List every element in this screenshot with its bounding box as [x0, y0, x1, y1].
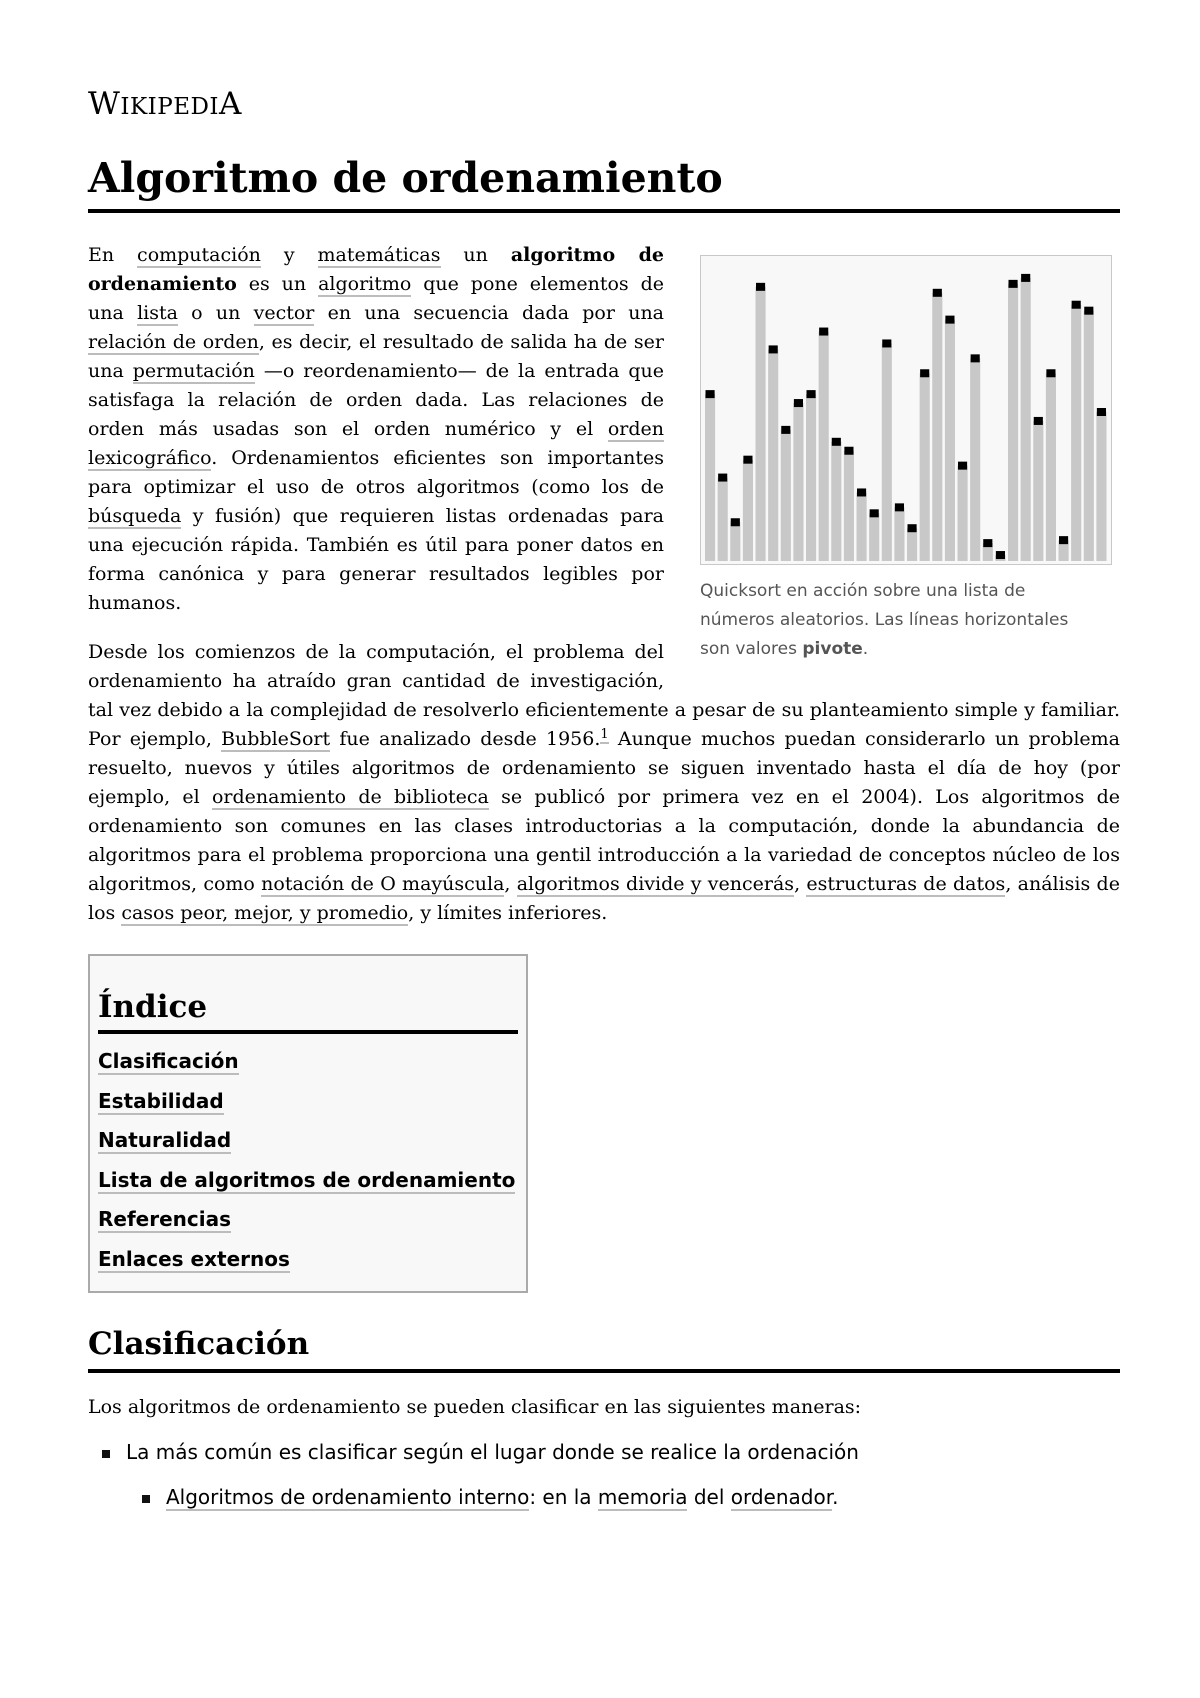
marker-26: [1034, 417, 1043, 425]
quicksort-chart: [704, 259, 1108, 561]
bar-8: [806, 394, 816, 561]
marker-30: [1084, 307, 1093, 315]
marker-15: [895, 503, 904, 511]
bar-21: [970, 358, 980, 561]
toc-item-estabilidad[interactable]: Estabilidad: [98, 1088, 224, 1113]
marker-2: [731, 518, 740, 526]
bar-2: [730, 522, 740, 561]
link-bubblesort[interactable]: BubbleSort: [221, 728, 331, 750]
bar-18: [932, 293, 942, 561]
link-estructuras-de-datos[interactable]: estructuras de datos: [806, 873, 1006, 895]
marker-28: [1059, 536, 1068, 544]
bar-12: [857, 492, 867, 561]
bar-30: [1084, 311, 1094, 561]
marker-14: [882, 339, 891, 347]
toc-item-naturalidad[interactable]: Naturalidad: [98, 1128, 232, 1152]
bar-14: [882, 343, 892, 561]
link-memoria[interactable]: memoria: [597, 1485, 688, 1509]
marker-31: [1097, 408, 1106, 416]
marker-4: [756, 283, 765, 291]
marker-20: [958, 462, 967, 470]
marker-17: [920, 369, 929, 377]
bar-24: [1008, 284, 1018, 561]
link-ordenamiento-interno[interactable]: Algoritmos de ordenamiento interno: [166, 1485, 530, 1509]
history-paragraph: Desde los comienzos de la computación, el problema del ordenamiento ha atraído gran cantidad de investigación, tal vez debido a la complejidad de resolverlo eficientemente a pesar de su planteamiento simple y familiar. Por ejemplo, BubbleSort fue analizado desde 1956.$^1$ Aunque muchos puedan considerarlo un problema resuelto, nuevos y útiles algoritmos de ordenamiento se siguen inventado hasta el día de hoy (por ejemplo, el ordenamiento de biblioteca se publicó por primera vez en el 2004). Los algoritmos de ordenamiento son comunes en las clases introductorias a la computación, donde la abundancia de algoritmos para el problema proporciona una gentil introducción a la variedad de conceptos núcleo de los algoritmos, como notación de O mayúscula, algoritmos divide y vencerás, estructuras de datos, análisis de los casos peor, mejor, y promedio, y límites inferiores.: [88, 641, 1121, 924]
bar-15: [894, 507, 904, 561]
toc-item-lista-algoritmos[interactable]: Lista de algoritmos de ordenamiento: [98, 1167, 516, 1192]
bar-11: [844, 451, 854, 561]
marker-8: [807, 390, 816, 398]
link-divide-y-venceras[interactable]: algoritmos divide y vencerás: [516, 873, 795, 895]
bar-31: [1096, 412, 1106, 561]
toc-heading: Índice: [98, 986, 518, 1034]
marker-23: [996, 551, 1005, 559]
toc-item-referencias[interactable]: Referencias: [98, 1207, 232, 1231]
bar-16: [907, 528, 917, 561]
marker-18: [933, 289, 942, 297]
bar-19: [945, 320, 955, 561]
figure-caption: Quicksort en acción sobre una lista de números aleatorios. Las líneas horizontales son valores pivote.: [700, 581, 1069, 659]
bar-0: [705, 394, 715, 561]
link-matematicas[interactable]: matemáticas: [317, 244, 441, 266]
section-heading-clasificacion: Clasificación: [88, 1323, 1120, 1373]
bar-9: [819, 332, 829, 561]
bar-4: [756, 287, 766, 561]
bar-6: [781, 430, 791, 561]
link-algoritmo[interactable]: algoritmo: [318, 273, 412, 295]
marker-6: [781, 426, 790, 434]
list-item: La más común es clasificar según el lugar donde se realice la ordenación: [88, 1438, 1120, 1467]
bar-10: [831, 442, 841, 561]
quicksort-image[interactable]: [700, 255, 1112, 565]
marker-27: [1046, 369, 1055, 377]
section-intro: Los algoritmos de ordenamiento se pueden clasificar en las siguientes maneras:: [88, 1396, 862, 1418]
link-computacion[interactable]: computación: [137, 244, 261, 266]
marker-3: [743, 456, 752, 464]
toc-item-enlaces-externos[interactable]: Enlaces externos: [98, 1246, 290, 1271]
toc-list: [98, 1042, 518, 1279]
article-body: [88, 241, 1120, 1512]
bar-5: [768, 349, 778, 561]
link-busqueda[interactable]: búsqueda: [88, 505, 182, 527]
link-ordenamiento-de-biblioteca[interactable]: ordenamiento de biblioteca: [211, 786, 489, 808]
bar-25: [1021, 278, 1031, 561]
caption-bold: pivote: [802, 639, 863, 659]
marker-13: [870, 509, 879, 517]
link-notacion-o-mayuscula[interactable]: notación de O mayúscula: [261, 873, 505, 895]
marker-1: [718, 474, 727, 482]
marker-21: [971, 354, 980, 362]
marker-7: [794, 399, 803, 407]
bar-20: [958, 466, 968, 561]
bar-13: [869, 513, 879, 561]
reference-1[interactable]: 1: [600, 726, 609, 742]
intro-paragraph: En computación y matemáticas un algoritmo de ordenamiento es un algoritmo que pone elementos de una lista o un vector en una secuencia dada por una relación de orden, es decir, el resultado de salida ha de ser una permutación —o reordenamiento— de la entrada que satisfaga la relación de orden dada. Las relaciones de orden más usadas son el orden numérico y el orden lexicográfico. Ordenamientos eficientes son importantes para optimizar el uso de otros algoritmos (como los de búsqueda y fusión) que requieren listas ordenadas para una ejecución rápida. También es útil para poner datos en forma canónica y para generar resultados legibles por humanos.: [88, 244, 665, 614]
marker-19: [945, 316, 954, 324]
bar-7: [793, 403, 803, 561]
marker-11: [844, 447, 853, 455]
classification-list: [88, 1438, 1120, 1512]
marker-10: [832, 438, 841, 446]
bar-3: [743, 460, 753, 561]
marker-16: [908, 524, 917, 532]
link-casos-peor-mejor-promedio[interactable]: casos peor, mejor, y promedio: [121, 902, 409, 924]
bold-term: algoritmo de ordenamiento: [88, 244, 664, 295]
marker-0: [706, 390, 715, 398]
marker-5: [769, 345, 778, 353]
bar-26: [1033, 421, 1043, 561]
bar-27: [1046, 373, 1056, 561]
page-title: Algoritmo de ordenamiento: [88, 150, 1120, 213]
marker-29: [1072, 301, 1081, 309]
wikipedia-logo[interactable]: WIKIPEDIA: [88, 86, 242, 122]
link-lista[interactable]: lista: [137, 302, 178, 324]
marker-25: [1021, 274, 1030, 282]
bar-1: [718, 478, 728, 561]
bar-29: [1071, 305, 1081, 561]
toc-item-clasificacion[interactable]: Clasificación: [98, 1049, 239, 1073]
link-permutacion[interactable]: permutación: [132, 360, 255, 382]
quicksort-figure: [700, 241, 1120, 664]
bar-17: [920, 373, 930, 561]
link-relacion-de-orden[interactable]: relación de orden: [88, 331, 259, 353]
link-ordenador[interactable]: ordenador: [730, 1485, 833, 1509]
list-item-sub: Algoritmos de ordenamiento interno: en la memoria del ordenador.: [88, 1483, 1120, 1512]
marker-24: [1009, 280, 1018, 288]
link-vector[interactable]: vector: [253, 302, 315, 324]
article-page: [88, 0, 1120, 1528]
table-of-contents: [88, 954, 528, 1293]
marker-12: [857, 488, 866, 496]
link-orden-lexicografico[interactable]: orden lexicográfico: [88, 418, 664, 469]
marker-22: [983, 539, 992, 547]
marker-9: [819, 328, 828, 336]
